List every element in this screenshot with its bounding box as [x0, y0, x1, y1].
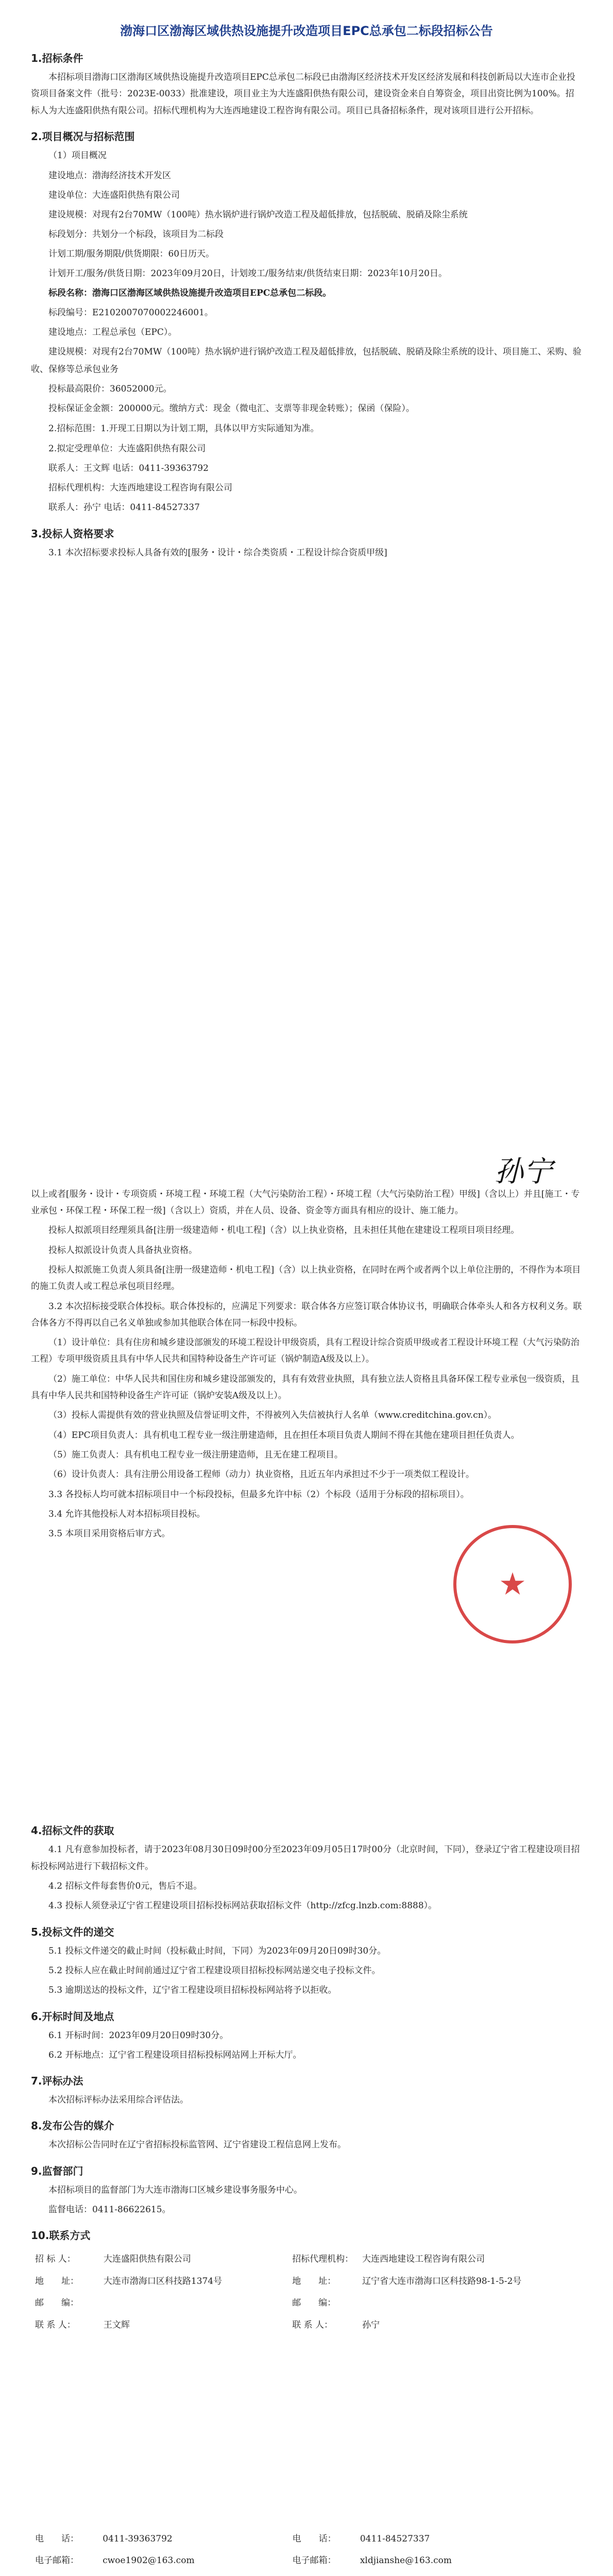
tenderer-web	[98, 2572, 288, 2576]
section-8-p1: 本次招标公告同时在辽宁省招标投标监管网、辽宁省建设工程信息网上发布。	[48, 2140, 346, 2150]
agency-contact: 孙宁	[362, 2320, 380, 2331]
section-2-sub2: 2.招标范围：1.开现工日期以为计划工期，具体以甲方实际通知为准。	[48, 423, 319, 434]
label: 电子邮箱：	[292, 2555, 336, 2566]
label	[288, 2572, 356, 2576]
announcement-page	[31, 21, 582, 2576]
section-3-p4: 投标人拟派施工负责人须具备[注册一级建造师・机电工程]（含）以上执业资格，在同时在两个或者两个以上单位注册的，不得作为本项目的施工负责人或工程总承包项目经理。	[31, 1264, 581, 1292]
section-6-p2: 6.2 开标地点：辽宁省工程建设项目招标投标网站网上开标大厅。	[48, 2049, 302, 2060]
section-3-lead: 3.1 本次招标要求投标人具备有效的[服务・设计・综合类资质・工程设计综合资质甲级]	[48, 548, 387, 558]
tenderer-email[interactable]: cwoe1902@163.com	[103, 2555, 195, 2566]
section-heading-7: 7.评标办法	[31, 2075, 83, 2088]
section-3-p3: 投标人拟派设计负责人具备执业资格。	[48, 1245, 197, 1256]
section-3-p1: 以上或者[服务・设计・专项资质・环境工程・环境工程（大气污染防治工程）・环境工程（大气污染防治工程）甲级]（含以上）并且[施工・专业承包・环保工程・环保工程一级]（含以上）资质，并在人员、设备、资金等方面具有相应的设计、施工能力。	[31, 1189, 580, 1216]
tenderer-address: 大连市渤海口区科技路1374号	[103, 2276, 223, 2286]
project-item: 标段名称：渤海口区渤海区域供热设施提升改造项目EPC总承包二标段。	[48, 288, 332, 299]
project-item: 计划工期/服务期限/供货期限：60日历天。	[48, 249, 215, 260]
project-item: 建设单位：大连盛阳供热有限公司	[48, 190, 180, 201]
label: 电 话：	[292, 2533, 336, 2544]
project-item: 建设地点：渤海经济技术开发区	[48, 171, 171, 181]
contact-table	[31, 2248, 546, 2336]
project-item: 建设地点：工程总承包（EPC）。	[48, 327, 177, 338]
project-item: 建设规模：对现有2台70MW（100吨）热水锅炉进行锅炉改造工程及超低排放，包括脱硫、脱硝及除尘系统的设计、项目施工、采购、验收、保修等总承包业务	[31, 347, 582, 375]
section-3-p13: 3.4 允许其他投标人对本招标项目投标。	[48, 1509, 206, 1519]
spacer	[31, 2336, 582, 2522]
project-item: 计划开工/服务/供货日期：2023年09月20日，计划竣工/服务结束/供货结束日期：2023年10月20日。	[48, 268, 447, 279]
label: 地 址：	[35, 2276, 79, 2286]
section-4-p2: 4.2 招标文件每套售价0元，售后不退。	[48, 1881, 202, 1892]
page-break-space	[31, 565, 582, 1183]
tenderer-tel: 0411-39363792	[103, 2533, 173, 2544]
section-3-p5: 3.2 本次招标接受联合体投标。联合体投标的，应满足下列要求：联合体各方应签订联合体协议书，明确联合体牵头人和各方权利义务。联合体各方不得再以自己名义单独或参加其他联合体在同一标段中投标。	[31, 1301, 582, 1328]
agency-web	[356, 2572, 546, 2576]
label: 电 话：	[35, 2533, 79, 2544]
label: 联 系 人：	[35, 2320, 76, 2331]
label: 招标代理机构：	[292, 2254, 354, 2265]
label: 电子邮箱：	[35, 2555, 79, 2566]
section-1-body: 本招标项目渤海口区渤海区域供热设施提升改造项目EPC总承包二标段已由渤海区经济技术开发区经济发展和科技创新局以大连市企业投资项目备案文件（批号：2023E-0033）批准建设，项目业主为大连盛阳供热有限公司，建设资金来自自筹资金，项目出资比例为100%。招标人为大连盛阳供热有限公司。招标代理机构为大连西地建设工程咨询有限公司。项目已具备招标条件，现对该项目进行公开招标。	[31, 72, 575, 116]
project-item: 投标最高限价：36052000元。	[48, 384, 172, 395]
label: 联 系 人：	[292, 2320, 333, 2331]
company-seal-icon: ★	[453, 1525, 572, 1643]
contact-line: 招标代理机构：大连西地建设工程咨询有限公司	[48, 483, 232, 494]
section-6-p1: 6.1 开标时间：2023年09月20日09时30分。	[48, 2030, 229, 2041]
section-heading-8: 8.发布公告的媒介	[31, 2120, 114, 2132]
section-4-p3: 4.3 投标人须登录辽宁省工程建设项目招标投标网站获取招标文件（http://zfcg.lnzb.com:8888）。	[48, 1901, 437, 1911]
section-3-p12: 3.3 各投标人均可就本招标项目中一个标段投标，但最多允许中标（2）个标段（适用于分标段的招标项目）。	[48, 1489, 469, 1500]
section-heading-6: 6.开标时间及地点	[31, 2010, 114, 2023]
section-3-p11: （6）设计负责人：具有注册公用设备工程师（动力）执业资格，且近五年内承担过不少于一项类似工程设计。	[48, 1469, 474, 1480]
contact-line: 2.拟定受理单位：大连盛阳供热有限公司	[48, 444, 206, 454]
section-heading-5: 5.投标文件的递交	[31, 1925, 114, 1938]
signature-icon: 孙宁	[495, 1155, 552, 1189]
tenderer-zip	[99, 2292, 288, 2314]
agency-tel: 0411-84527337	[360, 2533, 430, 2544]
contact-line: 联系人：王文辉 电话：0411-39363792	[48, 463, 209, 474]
label: 招 标 人：	[35, 2254, 76, 2265]
section-3-p14: 3.5 本项目采用资格后审方式。	[48, 1529, 171, 1539]
section-heading-10: 10.联系方式	[31, 2229, 91, 2242]
section-heading-1: 1.招标条件	[31, 52, 83, 64]
section-2-sub1: （1）项目概况	[48, 150, 107, 161]
section-heading-9: 9.监督部门	[31, 2164, 83, 2177]
project-item: 标段划分：共划分一个标段，该项目为二标段	[48, 229, 224, 240]
project-item: 投标保证金金额：200000元。缴纳方式：现金（微电汇、支票等非现金转账）；保函（保险）。	[48, 403, 415, 414]
section-5-p3: 5.3 逾期送达的投标文件，辽宁省工程建设项目招标投标网站将予以拒收。	[48, 1985, 337, 1996]
agency-name: 大连西地建设工程咨询有限公司	[362, 2254, 485, 2265]
section-3-p10: （5）施工负责人：具有机电工程专业一级注册建造师，且无在建工程项目。	[48, 1449, 343, 1460]
section-3-p9: （4）EPC项目负责人：具有机电工程专业一级注册建造师，且在担任本项目负责人期间不得在其他在建项目担任负责人。	[48, 1430, 520, 1440]
section-3-p8: （3）投标人需提供有效的营业执照及信誉证明文件，不得被列入失信被执行人名单（www.creditchina.gov.cn）。	[48, 1410, 497, 1421]
tenderer-contact: 王文辉	[103, 2320, 130, 2331]
section-5-p1: 5.1 投标文件递交的截止时间（投标截止时间，下同）为2023年09月20日09时30分。	[48, 1945, 386, 1956]
section-7-p1: 本次招标评标办法采用综合评估法。	[48, 2095, 189, 2106]
section-9-p1: 本招标项目的监督部门为大连市渤海口区城乡建设事务服务中心。	[48, 2184, 302, 2195]
label	[31, 2572, 98, 2576]
section-5-p2: 5.2 投标人应在截止时间前通过辽宁省工程建设项目招标投标网站递交电子投标文件。	[48, 1965, 381, 1976]
page-title: 渤海口区渤海区域供热设施提升改造项目EPC总承包二标段招标公告	[120, 24, 493, 38]
label: 邮 编：	[35, 2298, 79, 2309]
section-9-p2: 监督电话：0411-86622615。	[48, 2204, 171, 2215]
section-heading-4: 4.招标文件的获取	[31, 1824, 114, 1837]
tenderer-name: 大连盛阳供热有限公司	[103, 2254, 191, 2265]
contact-table-2	[31, 2528, 546, 2576]
section-3-p7: （2）施工单位：中华人民共和国住房和城乡建设部颁发的，具有有效营业执照，具有独立法人资格且具备环保工程专业承包一级资质，且具有中华人民共和国特种设备生产许可证（锅炉安装A级及以上）。	[31, 1374, 580, 1401]
label: 邮 编：	[292, 2298, 336, 2309]
project-item: 建设规模：对现有2台70MW（100吨）热水锅炉进行锅炉改造工程及超低排放，包括脱硫、脱硝及除尘系统	[48, 210, 468, 221]
label: 地 址：	[292, 2276, 336, 2286]
agency-zip	[358, 2292, 546, 2314]
section-3-p6: （1）设计单位：具有住房和城乡建设部颁发的环境工程设计甲级资质，具有工程设计综合资质甲级或者工程设计环境工程（大气污染防治工程）专项甲级资质且具有中华人民共和国特种设备生产许可证（锅炉制造A级及以上）。	[31, 1337, 580, 1365]
contact-line: 联系人：孙宁 电话：0411-84527337	[48, 502, 200, 513]
project-items	[31, 167, 582, 417]
section-4-p1: 4.1 凡有意参加投标者，请于2023年08月30日09时00分至2023年09月05日17时00分（北京时间，下同），登录辽宁省工程建设项目招标投标网站进行下载招标文件。	[31, 1844, 580, 1872]
agency-address: 辽宁省大连市渤海口区科技路98-1-5-2号	[362, 2276, 522, 2286]
section-heading-3: 3.投标人资格要求	[31, 528, 114, 540]
section-3-p2: 投标人拟派项目经理须具备[注册一级建造师・机电工程]（含）以上执业资格，且未担任其他在建建设工程项目项目经理。	[48, 1225, 520, 1236]
agency-email[interactable]: xldjianshe@163.com	[360, 2555, 452, 2566]
section-heading-2: 2.项目概况与招标范围	[31, 130, 135, 143]
project-item: 标段编号：E2102007070002246001。	[48, 308, 213, 318]
